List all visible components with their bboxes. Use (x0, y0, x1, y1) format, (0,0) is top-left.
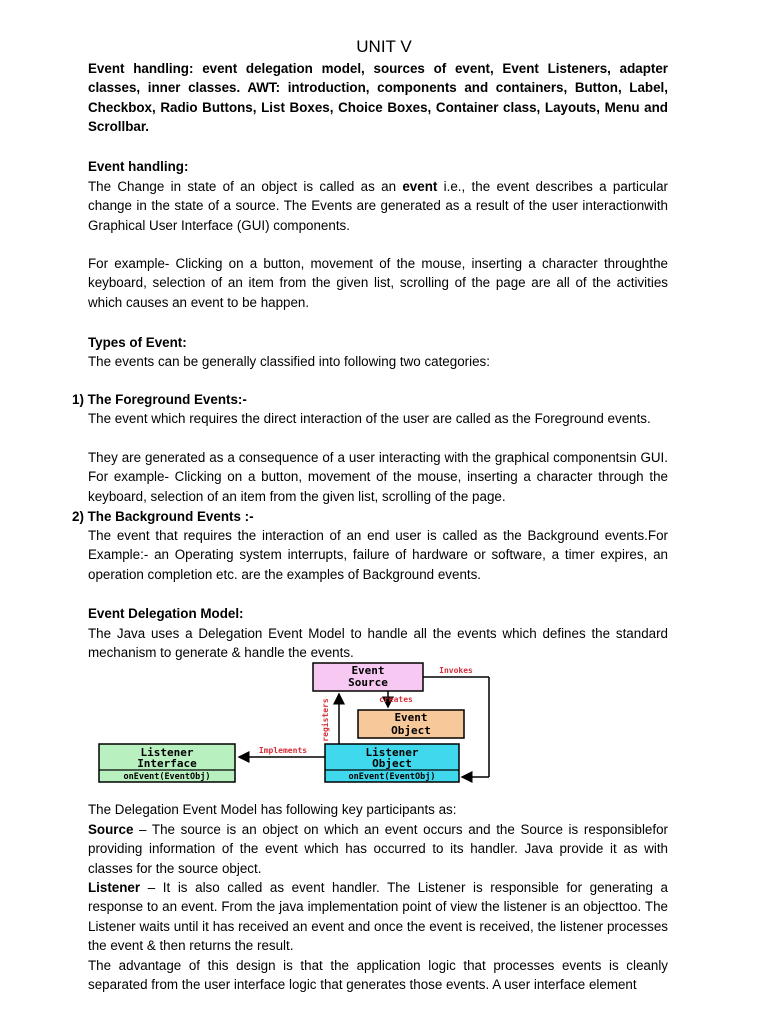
page-title: UNIT V (356, 37, 412, 56)
listener-object-label-1: Listener (365, 746, 419, 759)
foreground-heading: 1) The Foreground Events:- (72, 392, 247, 407)
background-heading: 2) The Background Events :- (72, 509, 254, 524)
types-intro: The events can be generally classified into following two categories: (88, 354, 490, 369)
event-definition-rest: i.e., the event describes a particular change in the state of a source. The Events are generated as a result of the user interactionwith Graphical User Interface (GUI) components. (88, 179, 668, 233)
registers-label: registers (321, 698, 330, 742)
listener-object-method: onEvent(EventObj) (348, 772, 436, 782)
example-paragraph: For example- Clicking on a button, movement of the mouse, inserting a character throughthe keyboard, selection of an item from the given list, scrolling of the page are all of the activities which causes an event to be happen. (88, 256, 668, 310)
listener-paragraph (88, 878, 668, 956)
syllabus-paragraph: Event handling: event delegation model, sources of event, Event Listeners, adapter classes, inner classes. AWT: introduction, components and containers, Button, Label, Checkbox, Radio Buttons, List Boxes, Choice Boxes, Container class, Layouts, Menu and Scrollbar. (88, 61, 668, 135)
event-handling-heading: Event handling: (88, 159, 189, 174)
implements-label: Implements (258, 746, 308, 755)
foreground-paragraph-2: They are generated as a consequence of a user interacting with the graphical componentsin GUI. For example- Clicking on a button, movement of the mouse, inserting a character through the keyboard, selection of an item from the given list, scrolling of the page. (88, 450, 668, 504)
foreground-paragraph-1: The event which requires the direct interaction of the user are called as the Foreground events. (88, 411, 651, 426)
event-term: event (402, 179, 438, 194)
invokes-label: Invokes (439, 666, 473, 675)
source-term: Source (88, 822, 134, 837)
listener-text: – It is also called as event handler. The Listener is responsible for generating a response to an event. From the java implementation point of view the listener is an objecttoo. The Listener waits until it has received an event and once the event is received, the listener processes the event & then returns the result. (88, 880, 668, 954)
background-paragraph: The event that requires the interaction of an end user is called as the Background events.For Example:- an Operating system interrupts, failure of hardware or software, a timer expires, an operation completion etc. are the examples of Background events. (88, 528, 668, 582)
delegation-model-diagram (96, 660, 496, 788)
event-object-label-2: Object (391, 724, 431, 737)
listener-interface-label-1: Listener (140, 746, 194, 759)
advantage-paragraph: The advantage of this design is that the application logic that processes events is cleanly separated from the user interface logic that generates those events. A user interface element (88, 958, 668, 993)
participants-intro: The Delegation Event Model has following key participants as: (88, 802, 457, 817)
delegation-paragraph: The Java uses a Delegation Event Model to handle all the events which defines the standard mechanism to generate & handle the events. (88, 626, 668, 661)
event-handling-paragraph (88, 177, 668, 235)
event-source-label-2: Source (348, 676, 388, 689)
types-heading: Types of Event: (88, 335, 187, 350)
listener-object-label-2: Object (372, 757, 412, 770)
source-text: – The source is an object on which an event occurs and the Source is responsiblefor providing information of the event which has occurred to its handler. Java provide it as with classes for the source object. (88, 822, 668, 876)
listener-interface-label-2: Interface (137, 757, 197, 770)
source-paragraph (88, 820, 668, 878)
listener-interface-method: onEvent(EventObj) (123, 772, 211, 782)
listener-term: Listener (88, 880, 141, 895)
event-definition-text: The Change in state of an object is called as an (88, 179, 403, 194)
creates-label: creates (379, 695, 413, 704)
event-object-label-1: Event (394, 711, 428, 724)
delegation-heading: Event Delegation Model: (88, 606, 244, 621)
event-source-label-1: Event (351, 664, 385, 677)
